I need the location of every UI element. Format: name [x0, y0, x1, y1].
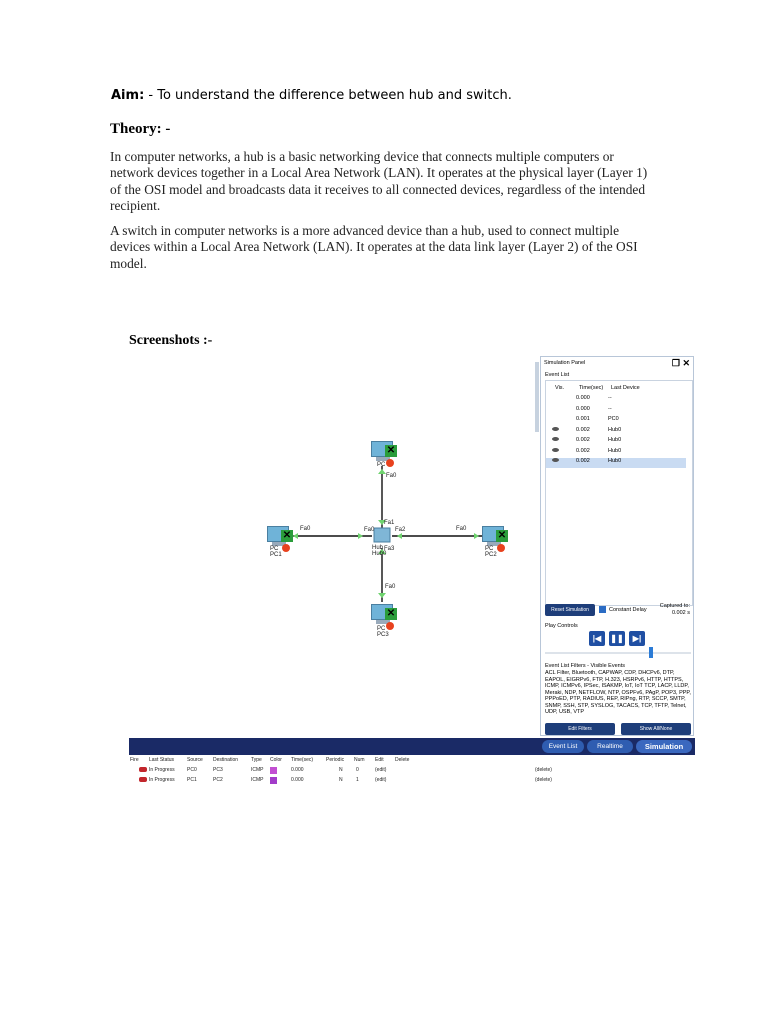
- event-row[interactable]: [546, 416, 686, 426]
- event-time: 0.002: [576, 447, 590, 454]
- col-fire: Fire: [130, 757, 139, 763]
- event-row[interactable]: [546, 395, 686, 405]
- port-label: Fa2: [395, 527, 406, 533]
- port-label: Fa1: [384, 520, 395, 526]
- event-list-label: Event List: [545, 372, 570, 378]
- event-device: Hub0: [608, 458, 622, 464]
- pdu-dest: PC3: [213, 767, 223, 773]
- event-list-button[interactable]: Event List: [542, 740, 584, 753]
- pdu-periodic: N: [339, 767, 343, 773]
- network-topology: [250, 430, 520, 650]
- captured-value: 0.002 s: [671, 610, 690, 616]
- pdu-delete[interactable]: (delete): [535, 777, 552, 783]
- col-last-device: Last Device: [611, 385, 640, 391]
- col-last-status: Last Status: [149, 757, 175, 763]
- event-time: 0.002: [576, 458, 590, 464]
- pdu-num: 1: [356, 777, 359, 783]
- theory-heading: Theory: -: [110, 121, 171, 137]
- port-label: Fa0: [385, 584, 396, 590]
- pdu-edit[interactable]: (edit): [375, 777, 387, 783]
- event-time: 0.001: [576, 416, 590, 422]
- pdu-row[interactable]: [129, 767, 695, 777]
- pdu-type: ICMP: [251, 767, 264, 773]
- pdu-status: In Progress: [149, 767, 175, 773]
- event-row[interactable]: [546, 406, 686, 416]
- col-source: Source: [187, 757, 203, 763]
- aim-label: Aim:: [111, 88, 145, 103]
- col-destination: Destination: [213, 757, 239, 763]
- hub-label: Hub Hub0: [372, 545, 387, 557]
- event-device: --: [608, 395, 612, 401]
- pdu-source: PC1: [187, 777, 197, 783]
- pdu-num: 0: [356, 767, 359, 773]
- col-color: Color: [270, 757, 282, 763]
- event-time: 0.000: [576, 395, 590, 401]
- pdu-color-swatch: [270, 777, 277, 786]
- event-device: PC0: [608, 416, 619, 422]
- edit-filters-button[interactable]: Edit Filters: [545, 723, 615, 735]
- pdu-row[interactable]: [129, 777, 695, 787]
- port-label: Fa0: [456, 526, 467, 532]
- forward-button[interactable]: ▶|: [629, 631, 645, 646]
- pc3-label: PC PC3: [377, 626, 389, 638]
- pdu-edit[interactable]: (edit): [375, 767, 387, 773]
- sim-panel-title: Simulation Panel: [544, 360, 586, 366]
- play-controls-label: Play Controls: [545, 623, 578, 629]
- event-row[interactable]: [546, 427, 686, 437]
- workspace-scrollbar[interactable]: [535, 362, 539, 432]
- captured-label: Captured to:: [659, 603, 690, 609]
- col-time: Time(sec): [291, 757, 314, 763]
- pc1-icon[interactable]: ✕: [267, 526, 293, 548]
- col-type: Type: [251, 757, 262, 763]
- col-edit: Edit: [375, 757, 384, 763]
- theory-paragraph-hub: In computer networks, a hub is a basic networking device that connects multiple computers or network devices together in a Local Area Network (LAN). It operates at the physical layer (Layer 1) of the OSI model and broadcasts data it receives to all connected devices, regardless of the intended recipient.: [110, 149, 648, 214]
- eye-icon[interactable]: [552, 427, 559, 433]
- visible-events-list: ACL Filter, Bluetooth, CAPWAP, CDP, DHCPv6, DTP, EAPOL, EIGRPv6, FTP, H.323, HSRPv6, HTTP, HTTPS, ICMP, ICMPv6, IPSec, ISAKMP, IoT, IoT TCP, LACP, LLDP, Meraki, NDP, NETFLOW, NTP, OSPFv6, PAgP, POP3, PPP, PPPoED, PTP, RADIUS, REP, RIPng, RTP, SCCP, SMTP, SNMP, SSH, STP, SYSLOG, TACACS, TCP, TFTP, Telnet, UDP, USB, VTP: [545, 670, 691, 715]
- port-label: Fa3: [384, 546, 395, 552]
- pc2-icon[interactable]: ✕: [482, 526, 508, 548]
- event-row[interactable]: [546, 448, 686, 458]
- pdu-dest: PC2: [213, 777, 223, 783]
- fire-icon[interactable]: [139, 767, 147, 774]
- port-label: Fa0: [300, 526, 311, 532]
- captured-to: [660, 603, 690, 617]
- constant-delay-label: Constant Delay: [609, 607, 647, 613]
- eye-icon[interactable]: [552, 458, 559, 464]
- eye-icon[interactable]: [552, 437, 559, 443]
- theory-paragraph-switch: A switch in computer networks is a more advanced device than a hub, used to connect multiple devices within a Local Area Network (LAN). It operates at the data link layer (Layer 2) of the OSI model.: [110, 223, 638, 271]
- event-row[interactable]: [546, 458, 686, 468]
- col-delete: Delete: [395, 757, 410, 763]
- pdu-time: 0.000: [291, 777, 304, 783]
- pdu-color-swatch: [270, 767, 277, 776]
- event-row[interactable]: [546, 437, 686, 447]
- slider-thumb[interactable]: [649, 647, 653, 658]
- fire-icon[interactable]: [139, 777, 147, 784]
- event-device: Hub0: [608, 437, 622, 443]
- pc0-icon[interactable]: ✕: [371, 441, 397, 463]
- panel-window-controls[interactable]: ❐ ✕: [671, 358, 690, 368]
- col-vis: Vis.: [555, 385, 565, 391]
- event-time: 0.002: [576, 437, 590, 443]
- aim-line: [111, 88, 512, 103]
- pc3-icon[interactable]: ✕: [371, 604, 397, 626]
- event-device: Hub0: [608, 426, 622, 433]
- event-device: --: [608, 405, 612, 412]
- event-list[interactable]: [545, 380, 693, 606]
- port-label: Fa0: [386, 473, 397, 479]
- col-time: Time(sec): [579, 385, 604, 391]
- filters-heading: Event List Filters - Visible Events: [545, 663, 625, 669]
- simulation-button[interactable]: Simulation: [636, 740, 692, 753]
- back-button[interactable]: |◀: [589, 631, 605, 646]
- pc2-label: PC PC2: [485, 546, 497, 558]
- pdu-time: 0.000: [291, 767, 304, 773]
- aim-text: - To understand the difference between hub and switch.: [144, 88, 512, 103]
- pause-button[interactable]: ❚❚: [609, 631, 625, 646]
- screenshots-heading: Screenshots :-: [129, 333, 213, 348]
- pdu-periodic: N: [339, 777, 343, 783]
- event-time: 0.002: [576, 426, 590, 433]
- pc0-label: PC: [377, 462, 386, 468]
- show-all-none-button[interactable]: Show All/None: [621, 723, 691, 735]
- pdu-header: [129, 757, 695, 767]
- event-time: 0.000: [576, 405, 590, 412]
- port-label: Fa0: [364, 527, 375, 533]
- realtime-button[interactable]: Realtime: [587, 740, 633, 753]
- col-num: Num: [354, 757, 365, 763]
- pdu-status: In Progress: [149, 777, 175, 783]
- pdu-type: ICMP: [251, 777, 264, 783]
- reset-simulation-button[interactable]: Reset Simulation: [545, 604, 595, 616]
- col-periodic: Periodic: [326, 757, 345, 763]
- eye-icon[interactable]: [552, 448, 559, 454]
- constant-delay-checkbox[interactable]: [599, 606, 606, 613]
- pdu-source: PC0: [187, 767, 197, 773]
- event-device: Hub0: [608, 447, 622, 454]
- pc1-label: PC PC1: [270, 546, 282, 558]
- play-speed-slider[interactable]: [545, 652, 691, 654]
- simulation-panel: [540, 356, 694, 736]
- pdu-delete[interactable]: (delete): [535, 767, 552, 773]
